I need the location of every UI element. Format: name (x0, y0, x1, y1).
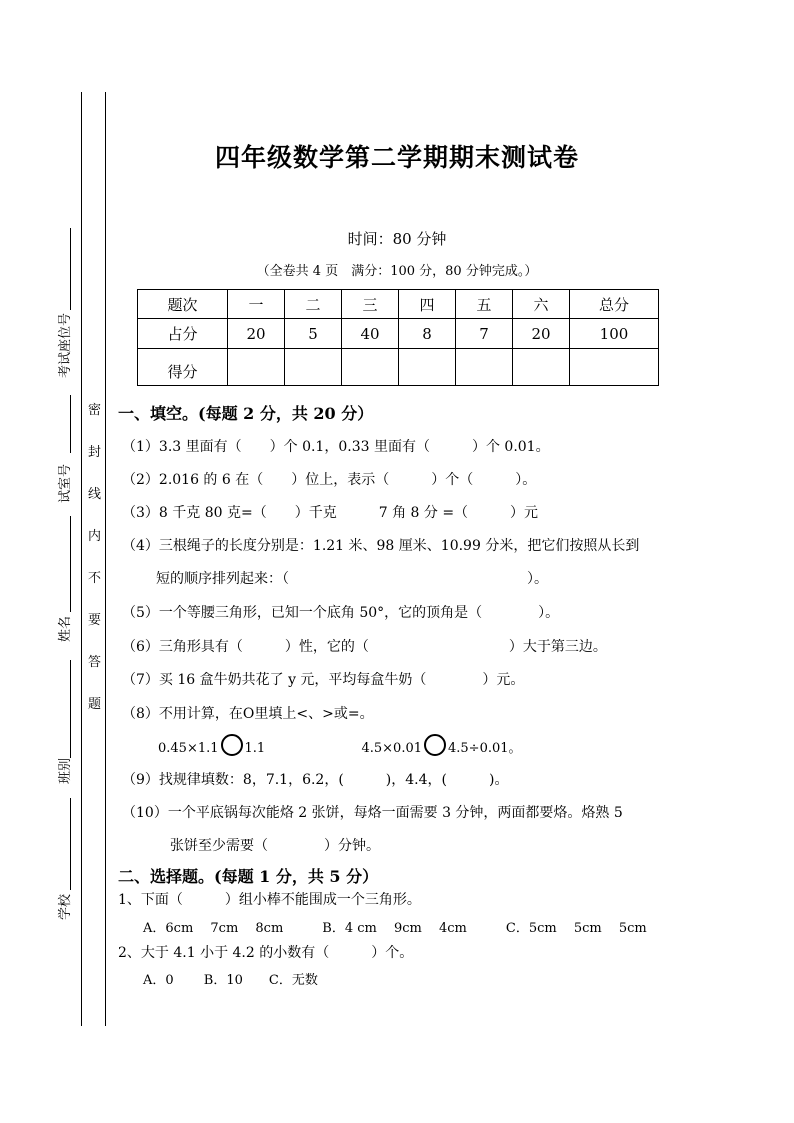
question-line: （1）3.3 里面有（ ）个 0.1，0.33 里面有（ ）个 0.01。 (122, 439, 550, 455)
question-line: （4）三根绳子的长度分别是：1.21 米、98 厘米、10.99 分米，把它们按照从长到 (122, 538, 640, 554)
seal-char: 题 (88, 697, 102, 712)
question-line: （8）不用计算，在O里填上<、>或=。 (122, 706, 374, 722)
field-name-label: 姓名 (58, 615, 73, 642)
score-input-cell[interactable] (399, 349, 456, 386)
field-class-line (70, 660, 71, 758)
table-cell: 20 (228, 319, 285, 349)
seal-char: 要 (88, 613, 102, 628)
exam-time: 时间：80 分钟 (347, 230, 447, 248)
compare-row (158, 734, 522, 756)
table-header-cell: 总分 (570, 290, 659, 319)
question-line: （3）8 千克 80 克=（ ）千克 7 角 8 分 =（ ）元 (122, 505, 539, 521)
seal-char: 答 (88, 655, 102, 670)
table-cell: 得分 (138, 349, 228, 386)
compare-circle-icon[interactable] (221, 734, 243, 756)
score-input-cell[interactable] (570, 349, 659, 386)
field-school-label: 学校 (58, 893, 73, 920)
table-row (138, 319, 659, 349)
table-cell: 100 (570, 319, 659, 349)
question-line: （9）找规律填数：8，7.1，6.2，( )，4.4，( )。 (122, 772, 509, 788)
table-cell: 8 (399, 319, 456, 349)
compare-left-value: 1.1 (244, 741, 266, 756)
score-input-cell[interactable] (228, 349, 285, 386)
table-cell: 40 (342, 319, 399, 349)
field-room-number-line (70, 395, 71, 453)
table-header-cell: 五 (456, 290, 513, 319)
table-row (138, 349, 659, 386)
question-line: （5）一个等腰三角形，已知一个底角 50°，它的顶角是（ ）。 (122, 605, 560, 621)
score-input-cell[interactable] (342, 349, 399, 386)
question-line: （7）买 16 盒牛奶共花了 y 元，平均每盒牛奶（ ）元。 (122, 672, 525, 688)
table-cell: 20 (513, 319, 570, 349)
field-room-number-label: 试室号 (58, 463, 73, 503)
question-line: （10）一个平底锅每次能烙 2 张饼，每烙一面需要 3 分钟，两面都要烙。烙熟 5 (122, 805, 623, 821)
compare-circle-icon[interactable] (424, 734, 446, 756)
question-line: 2、大于 4.1 小于 4.2 的小数有（ ）个。 (118, 945, 414, 961)
seal-char: 线 (88, 487, 102, 502)
seal-char: 内 (88, 529, 102, 544)
score-table (137, 289, 659, 386)
table-header-cell: 三 (342, 290, 399, 319)
table-header-cell: 一 (228, 290, 285, 319)
table-row (138, 290, 659, 319)
field-name-line (70, 516, 71, 612)
score-input-cell[interactable] (513, 349, 570, 386)
page-title: 四年级数学第二学期期末测试卷 (214, 143, 579, 172)
score-input-cell[interactable] (456, 349, 513, 386)
question-line: （6）三角形具有（ ）性，它的（ ）大于第三边。 (122, 639, 607, 655)
table-cell: 占分 (138, 319, 228, 349)
field-school-line (70, 798, 71, 890)
question-line: （2）2.016 的 6 在（ ）位上，表示（ ）个（ ）。 (122, 472, 537, 488)
options-line: A．0 B．10 C．无数 (143, 973, 318, 988)
compare-left-expr: 0.45×1.1 (158, 741, 219, 756)
compare-right-expr: 4.5×0.01 (361, 741, 422, 756)
question-line: 1、下面（ ）组小棒不能围成一个三角形。 (118, 892, 421, 908)
seal-char: 封 (88, 445, 102, 460)
table-header-cell: 二 (285, 290, 342, 319)
section-heading: 一、填空。(每题 2 分，共 20 分） (118, 404, 374, 423)
table-header-cell: 四 (399, 290, 456, 319)
compare-right-value: 4.5÷0.01。 (448, 741, 522, 756)
seal-char: 不 (88, 571, 102, 586)
table-header-cell: 六 (513, 290, 570, 319)
score-input-cell[interactable] (285, 349, 342, 386)
table-cell: 7 (456, 319, 513, 349)
field-class-label: 班别 (58, 757, 73, 784)
question-line: 张饼至少需要（ ）分钟。 (170, 838, 380, 854)
section-heading: 二、选择题。(每题 1 分，共 5 分） (118, 867, 379, 886)
table-header-cell: 题次 (138, 290, 228, 319)
options-line: A．6cm 7cm 8cm B．4 cm 9cm 4cm C．5cm 5cm 5cm (143, 921, 647, 936)
table-cell: 5 (285, 319, 342, 349)
exam-note: （全卷共 4 页 满分：100 分，80 分钟完成。） (256, 264, 538, 279)
seal-char: 密 (88, 403, 102, 418)
question-line: 短的顺序排列起来：（ ）。 (156, 571, 548, 587)
field-seat-number-label: 考试座位号 (58, 312, 73, 378)
